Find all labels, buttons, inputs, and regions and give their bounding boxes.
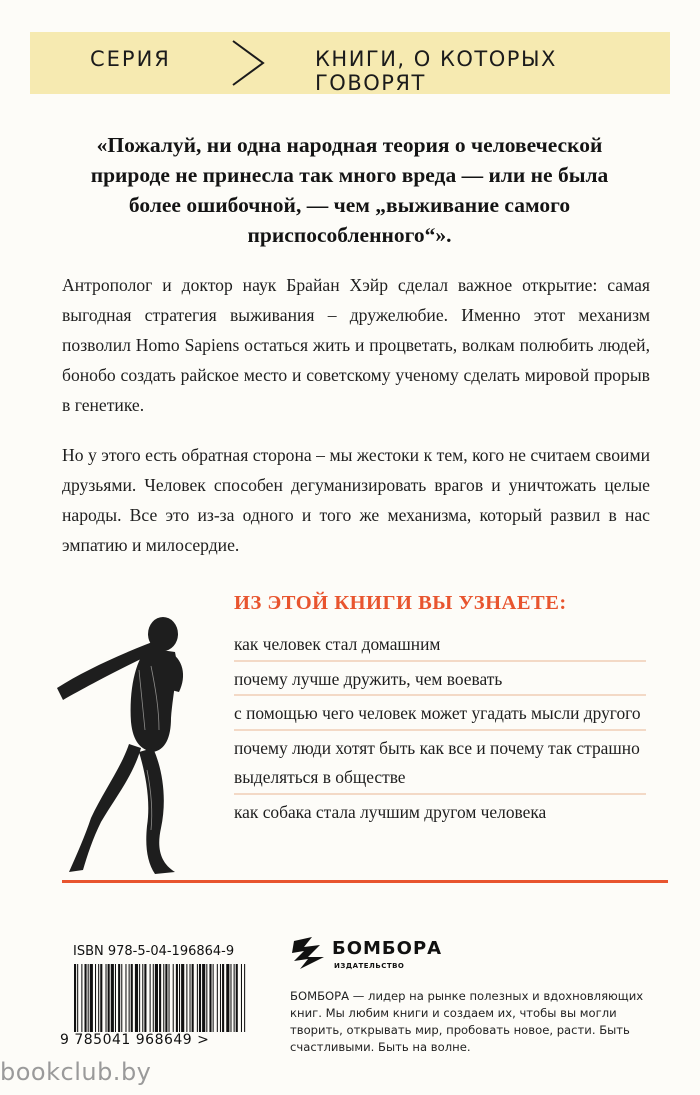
- epigraph-quote: «Пожалуй, ни одна народная теория о человеческой природе не принесла так много вреда — или не была более ошибочной, — чем „выживание самого приспособленного“».: [90, 133, 609, 247]
- publisher-subtitle: ИЗДАТЕЛЬСТВО: [334, 962, 405, 970]
- list-item: почему лучше дружить, чем воевать: [234, 665, 654, 697]
- list-item: как человек стал домашним: [234, 630, 654, 662]
- list-item: с помощью чего человек может угадать мысли другого: [234, 699, 654, 731]
- publisher-name: БОМБОРА: [332, 938, 443, 959]
- list-item: как собака стала лучшим другом человека: [234, 801, 547, 822]
- list-item: почему люди хотят быть как все и почему так страшно выделяться в обществе: [234, 734, 654, 795]
- walking-hominid-illustration: [55, 600, 240, 880]
- series-label: СЕРИЯ: [90, 47, 171, 71]
- series-banner: [30, 32, 670, 94]
- learn-list: [234, 630, 654, 827]
- series-name: КНИГИ, О КОТОРЫХ ГОВОРЯТ: [315, 47, 557, 95]
- publisher-blurb: БОМБОРА — лидер на рынке полезных и вдохновляющих книг. Мы любим книги и создаем их, чтобы вы могли творить, открывать мир, пробовать новое, расти. Быть счастливыми. Быть на волне.: [290, 989, 644, 1054]
- description-paragraph-2: Но у этого есть обратная сторона – мы жестоки к тем, кого не считаем своими друзьями. Человек способен дегуманизировать врагов и уничтожать целые народы. Все это из-за одного и того же механизма, который развил в нас эмпатию и милосердие.: [62, 445, 650, 555]
- barcode-digits: 9 785041 968649 >: [60, 1032, 260, 1048]
- chevron-right-icon: [225, 38, 271, 88]
- isbn-text: ISBN 978-5-04-196864-9: [73, 944, 235, 959]
- watermark: bookclub.by: [0, 1058, 152, 1086]
- learn-section-title: ИЗ ЭТОЙ КНИГИ ВЫ УЗНАЕТЕ:: [234, 592, 567, 614]
- section-divider: [62, 880, 668, 883]
- bombora-wave-logo-icon: [290, 935, 326, 971]
- description-paragraph-1: Антрополог и доктор наук Брайан Хэйр сделал важное открытие: самая выгодная стратегия выживания – дружелюбие. Именно этот механизм позволил Homo Sapiens остаться жить и процветать, волкам полюбить людей, бонобо создать райское место и советскому ученому сделать мировой прорыв в генетике.: [62, 275, 650, 415]
